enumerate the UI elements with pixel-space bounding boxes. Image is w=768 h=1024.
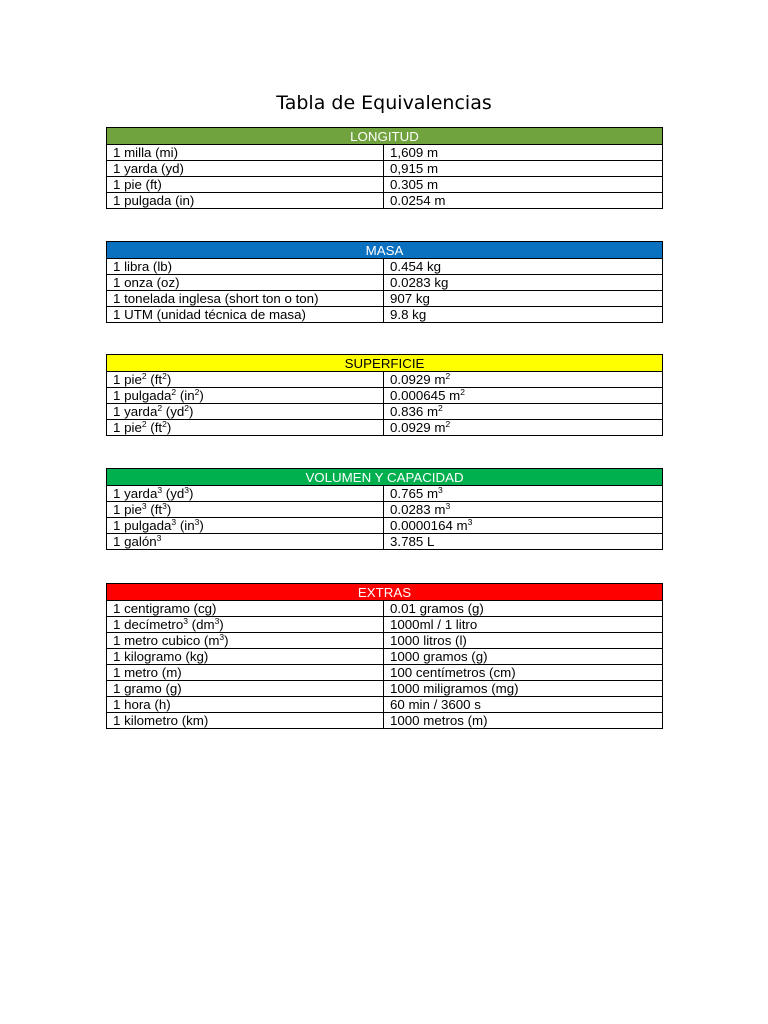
section-header-longitud: LONGITUD bbox=[107, 128, 663, 145]
equivalence-cell: 0.454 kg bbox=[384, 259, 663, 275]
table-row bbox=[107, 617, 663, 633]
table-superficie bbox=[106, 354, 663, 436]
equivalence-cell: 0.765 $m^3$ bbox=[384, 486, 663, 502]
section-header-superficie: SUPERFICIE bbox=[107, 355, 663, 372]
table-row bbox=[107, 372, 663, 388]
equivalence-cell: 0.836 $m^2$ bbox=[384, 404, 663, 420]
equivalence-cell: 1000ml / 1 litro bbox=[384, 617, 663, 633]
unit-cell: 1 metro (m) bbox=[107, 665, 384, 681]
unit-cell: 1 gramo (g) bbox=[107, 681, 384, 697]
unit-cell: 1 pie$^3$ $(ft^3)$ bbox=[107, 502, 384, 518]
table-longitud bbox=[106, 127, 663, 209]
table-row bbox=[107, 275, 663, 291]
unit-cell: 1 kilogramo (kg) bbox=[107, 649, 384, 665]
unit-cell: 1 pie (ft) bbox=[107, 177, 384, 193]
equivalence-cell: 0.305 m bbox=[384, 177, 663, 193]
table-row bbox=[107, 145, 663, 161]
unit-cell: 1 metro cubico $(m^3)$ bbox=[107, 633, 384, 649]
table-extras bbox=[106, 583, 663, 729]
table-row bbox=[107, 259, 663, 275]
table-row bbox=[107, 404, 663, 420]
table-row bbox=[107, 518, 663, 534]
table-row bbox=[107, 193, 663, 209]
page-title: Tabla de Equivalencias bbox=[276, 92, 492, 114]
equivalence-cell: 0.0929 $m^2$ bbox=[384, 420, 663, 436]
equivalence-cell: 9.8 kg bbox=[384, 307, 663, 323]
equivalence-cell: 1000 miligramos (mg) bbox=[384, 681, 663, 697]
equivalence-cell: 0.0254 m bbox=[384, 193, 663, 209]
unit-cell: 1 pulgada$^2$ $(in^2)$ bbox=[107, 388, 384, 404]
unit-cell: 1 milla (mi) bbox=[107, 145, 384, 161]
unit-cell: 1 UTM (unidad técnica de masa) bbox=[107, 307, 384, 323]
unit-cell: 1 onza (oz) bbox=[107, 275, 384, 291]
table-row bbox=[107, 649, 663, 665]
unit-cell: 1 centigramo (cg) bbox=[107, 601, 384, 617]
unit-cell: 1 pie$^2$ $(ft^2)$ bbox=[107, 372, 384, 388]
equivalence-cell: 60 min / 3600 s bbox=[384, 697, 663, 713]
table-row bbox=[107, 697, 663, 713]
table-row bbox=[107, 291, 663, 307]
table-row bbox=[107, 388, 663, 404]
equivalence-cell: 0.0283 kg bbox=[384, 275, 663, 291]
unit-cell: 1 kilometro (km) bbox=[107, 713, 384, 729]
unit-cell: 1 galón$^3$ bbox=[107, 534, 384, 550]
equivalence-cell: 0.000645 $m^2$ bbox=[384, 388, 663, 404]
table-volumen-capacidad bbox=[106, 468, 663, 550]
equivalence-cell: 0,915 m bbox=[384, 161, 663, 177]
equivalence-cell: 3.785 L bbox=[384, 534, 663, 550]
table-row bbox=[107, 420, 663, 436]
equivalence-cell: 907 kg bbox=[384, 291, 663, 307]
table-row bbox=[107, 177, 663, 193]
unit-cell: 1 tonelada inglesa (short ton o ton) bbox=[107, 291, 384, 307]
equivalence-cell: 100 centímetros (cm) bbox=[384, 665, 663, 681]
section-header-extras: EXTRAS bbox=[107, 584, 663, 601]
unit-cell: 1 hora (h) bbox=[107, 697, 384, 713]
equivalence-cell: 0.01 gramos (g) bbox=[384, 601, 663, 617]
section-header-masa: MASA bbox=[107, 242, 663, 259]
equivalence-cell: 0.0283 $m^3$ bbox=[384, 502, 663, 518]
unit-cell: 1 yarda (yd) bbox=[107, 161, 384, 177]
table-row bbox=[107, 534, 663, 550]
equivalence-cell: 1000 litros (l) bbox=[384, 633, 663, 649]
table-row bbox=[107, 665, 663, 681]
table-row bbox=[107, 307, 663, 323]
table-row bbox=[107, 633, 663, 649]
equivalence-cell: 0.0000164 $m^3$ bbox=[384, 518, 663, 534]
unit-cell: 1 yarda$^3$ $(yd^3)$ bbox=[107, 486, 384, 502]
equivalence-cell: 1,609 m bbox=[384, 145, 663, 161]
table-masa bbox=[106, 241, 663, 323]
unit-cell: 1 pulgada (in) bbox=[107, 193, 384, 209]
unit-cell: 1 pie$^2$ $(ft^2)$ bbox=[107, 420, 384, 436]
table-row bbox=[107, 601, 663, 617]
table-row bbox=[107, 681, 663, 697]
table-row bbox=[107, 161, 663, 177]
table-row bbox=[107, 486, 663, 502]
equivalence-cell: 1000 metros (m) bbox=[384, 713, 663, 729]
equivalence-cell: 0.0929 $m^2$ bbox=[384, 372, 663, 388]
section-header-volumen: VOLUMEN Y CAPACIDAD bbox=[107, 469, 663, 486]
table-row bbox=[107, 713, 663, 729]
unit-cell: 1 libra (lb) bbox=[107, 259, 384, 275]
equivalence-cell: 1000 gramos (g) bbox=[384, 649, 663, 665]
unit-cell: 1 pulgada$^3$ $(in^3)$ bbox=[107, 518, 384, 534]
unit-cell: 1 yarda$^2$ $(yd^2)$ bbox=[107, 404, 384, 420]
table-row bbox=[107, 502, 663, 518]
unit-cell: 1 decímetro$^3$ $(dm^3)$ bbox=[107, 617, 384, 633]
